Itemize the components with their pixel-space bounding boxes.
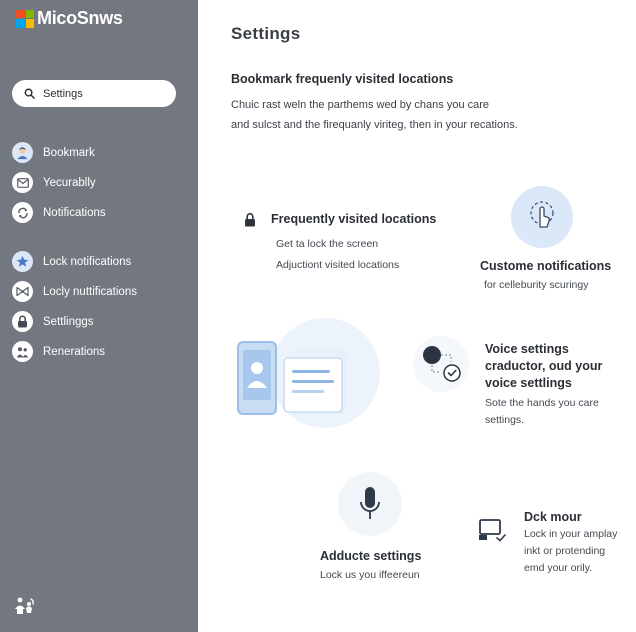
card-text: inkt or protending <box>524 545 606 557</box>
sidebar-item-label: Settlinggs <box>43 315 94 328</box>
sidebar-item-bookmark[interactable] <box>12 142 95 163</box>
card-text: Sote the hands you care <box>485 397 599 409</box>
section-description-line: Chuic rast weln the parthems wed by chans you care <box>231 99 490 111</box>
section-description <box>231 95 551 135</box>
card-title: Dck mour <box>524 510 582 524</box>
user-avatar-icon <box>12 142 33 163</box>
sidebar-item-label: Notifications <box>43 206 106 219</box>
search-input[interactable] <box>43 88 153 100</box>
card-title: Frequently visited locations <box>271 212 437 226</box>
sidebar-item-renerations[interactable] <box>12 341 105 362</box>
sidebar-item-label: Renerations <box>43 345 106 358</box>
refresh-icon <box>12 202 33 223</box>
custome-icon-badge <box>511 186 573 248</box>
bow-icon <box>12 281 33 302</box>
voice-check-icon <box>421 344 465 386</box>
brand[interactable] <box>16 8 123 29</box>
sidebar-item-yecurablly[interactable] <box>12 172 96 193</box>
sidebar-item-label: Bookmark <box>43 146 95 159</box>
accessibility-icon[interactable] <box>14 596 36 616</box>
sidebar-item-label: Lock notifications <box>43 255 132 268</box>
card-title-line: voice settlings <box>485 376 572 390</box>
card-text: settings. <box>485 414 525 426</box>
lock-icon <box>244 212 256 227</box>
sidebar-item-label: Locly nuttifications <box>43 285 137 298</box>
sidebar-item-settlinggs[interactable] <box>12 311 94 332</box>
card-title: Custome notifications <box>480 259 612 273</box>
card-text: for celleburity scuringy <box>484 279 589 291</box>
app-logo-icon <box>16 10 34 28</box>
sidebar <box>0 0 198 632</box>
lock-icon <box>12 311 33 332</box>
people-icon <box>12 341 33 362</box>
card-title-line: Voice settings <box>485 342 569 356</box>
brand-name: MicoSnws <box>37 8 123 28</box>
adducte-icon-badge <box>338 472 402 536</box>
star-badge-icon <box>12 251 33 272</box>
microphone-icon <box>358 486 382 522</box>
search-icon <box>24 88 35 99</box>
main-panel <box>198 0 636 632</box>
card-text: Lock us you iffeereun <box>320 569 420 581</box>
section-description-line: and sulcst and the firequanly viriteg, then in your recations. <box>231 119 518 131</box>
card-text: Adjuctiont visited locations <box>276 259 400 271</box>
card-text: emd your orily. <box>524 562 593 574</box>
voice-icon-badge <box>413 336 469 392</box>
sidebar-item-label: Yecurablly <box>43 176 96 189</box>
monitor-icon <box>478 518 506 542</box>
card-title-line: craductor, oud your <box>485 359 603 373</box>
card-title: Adducte settings <box>320 549 422 563</box>
sidebar-item-locly-nuttifications[interactable] <box>12 281 137 302</box>
sidebar-item-lock-notifications[interactable] <box>12 251 131 272</box>
sidebar-item-notifications[interactable] <box>12 202 106 223</box>
touch-icon <box>526 199 558 233</box>
card-text: Lock in your amplay <box>524 528 618 540</box>
mail-icon <box>12 172 33 193</box>
page-title: Settings <box>231 24 301 43</box>
card-title <box>485 341 602 392</box>
card-text: Get ta lock the screen <box>276 238 379 250</box>
section-title: Bookmark frequenly visited locations <box>231 72 454 86</box>
search-box[interactable] <box>12 80 176 107</box>
